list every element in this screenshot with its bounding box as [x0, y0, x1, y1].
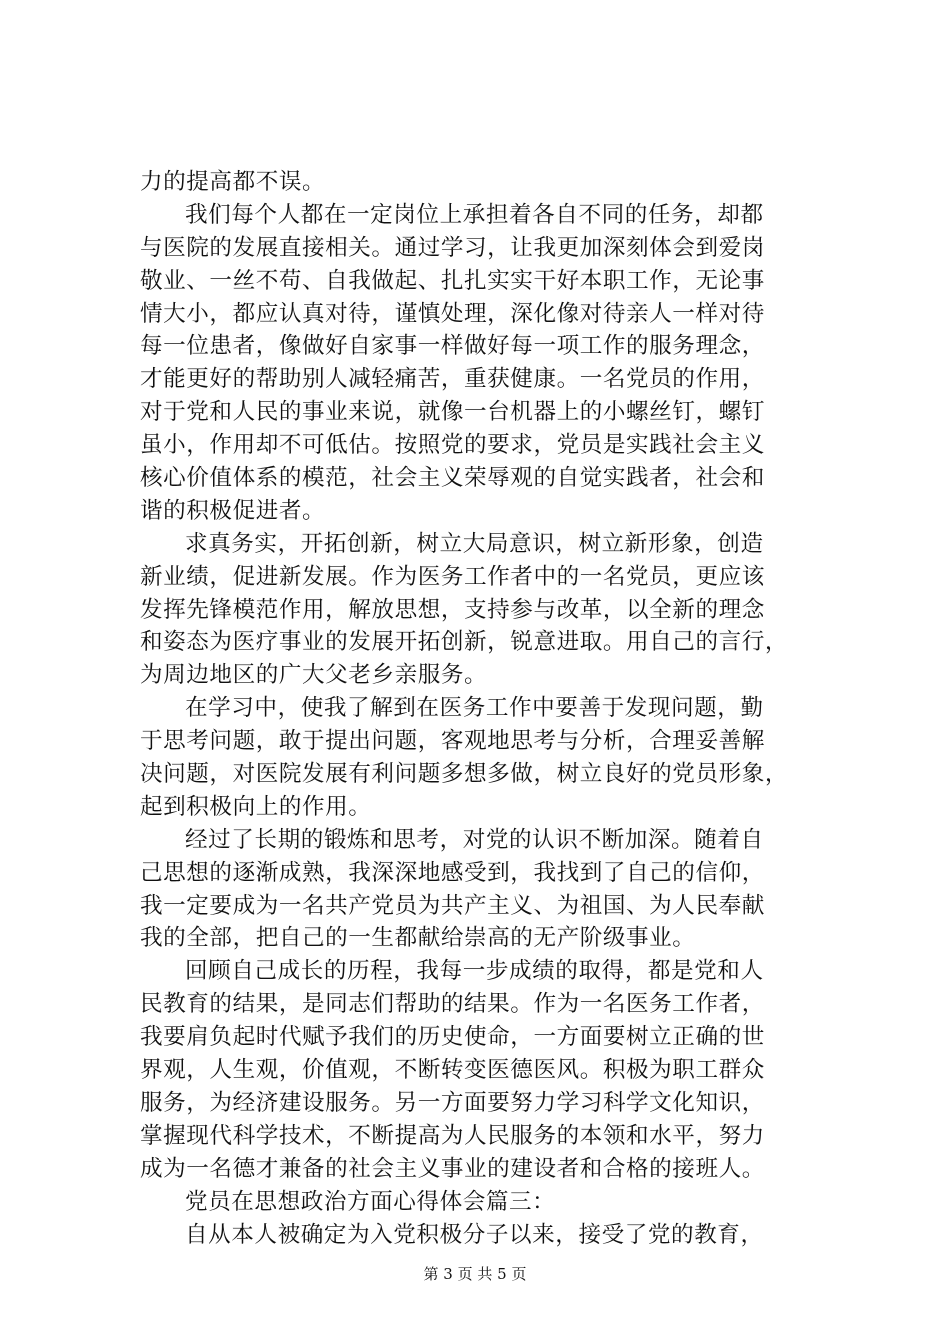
text-line: 我一定要成为一名共产党员为共产主义、为祖国、为人民奉献	[140, 892, 765, 919]
text-line: 回顾自己成长的历程，我每一步成绩的取得，都是党和人	[185, 958, 764, 985]
text-line: 新业绩，促进新发展。作为医务工作者中的一名党员，更应该	[140, 563, 765, 590]
text-line: 才能更好的帮助别人减轻痛苦，重获健康。一名党员的作用，	[140, 366, 765, 393]
text-line: 发挥先锋模范作用，解放思想，支持参与改革，以全新的理念	[140, 596, 765, 623]
text-line: 己思想的逐渐成熟，我深深地感受到，我找到了自己的信仰，	[140, 859, 765, 886]
document-body	[140, 166, 840, 1251]
text-line: 敬业、一丝不苟、自我做起、扎扎实实干好本职工作，无论事	[140, 267, 765, 294]
text-line: 于思考问题，敢于提出问题，客观地思考与分析，合理妥善解	[140, 728, 765, 755]
text-line: 成为一名德才兼备的社会主义事业的建设者和合格的接班人。	[140, 1155, 765, 1182]
text-line: 决问题，对医院发展有利问题多想多做，树立良好的党员形象，	[140, 761, 789, 788]
text-line: 我的全部，把自己的一生都献给崇高的无产阶级事业。	[140, 925, 696, 952]
text-line: 在学习中，使我了解到在医务工作中要善于发现问题，勤	[185, 695, 764, 722]
text-line: 虽小，作用却不可低估。按照党的要求，党员是实践社会主义	[140, 432, 765, 459]
text-line: 自从本人被确定为入党积极分子以来，接受了党的教育，	[185, 1221, 764, 1248]
text-line: 力的提高都不误。	[140, 169, 326, 195]
text-line: 谐的积极促进者。	[140, 497, 326, 524]
text-line: 服务，为经济建设服务。另一方面要努力学习科学文化知识，	[140, 1089, 765, 1116]
text-line: 对于党和人民的事业来说，就像一台机器上的小螺丝钉，螺钉	[140, 399, 765, 426]
text-line: 我们每个人都在一定岗位上承担着各自不同的任务，却都	[185, 201, 764, 228]
text-line: 和姿态为医疗事业的发展开拓创新，锐意进取。用自己的言行，	[140, 629, 789, 656]
text-line: 每一位患者，像做好自家事一样做好每一项工作的服务理念，	[140, 333, 765, 360]
text-line: 核心价值体系的模范，社会主义荣辱观的自觉实践者，社会和	[140, 465, 765, 492]
text-line: 党员在思想政治方面心得体会篇三：	[185, 1188, 556, 1215]
text-line: 界观，人生观，价值观，不断转变医德医风。积极为职工群众	[140, 1057, 765, 1084]
text-line: 起到积极向上的作用。	[140, 793, 372, 820]
text-line: 为周边地区的广大父老乡亲服务。	[140, 662, 488, 689]
text-line: 掌握现代科学技术，不断提高为人民服务的本领和水平，努力	[140, 1122, 765, 1149]
text-line: 经过了长期的锻炼和思考，对党的认识不断加深。随着自	[185, 826, 764, 853]
text-line: 民教育的结果，是同志们帮助的结果。作为一名医务工作者，	[140, 991, 765, 1018]
text-line: 我要肩负起时代赋予我们的历史使命，一方面要树立正确的世	[140, 1024, 765, 1051]
text-line: 与医院的发展直接相关。通过学习，让我更加深刻体会到爱岗	[140, 234, 765, 261]
text-line: 情大小，都应认真对待，谨慎处理，深化像对待亲人一样对待	[140, 300, 765, 327]
page-footer: 第 3 页 共 5 页	[423, 1265, 527, 1283]
text-line: 求真务实，开拓创新，树立大局意识，树立新形象，创造	[185, 530, 764, 557]
